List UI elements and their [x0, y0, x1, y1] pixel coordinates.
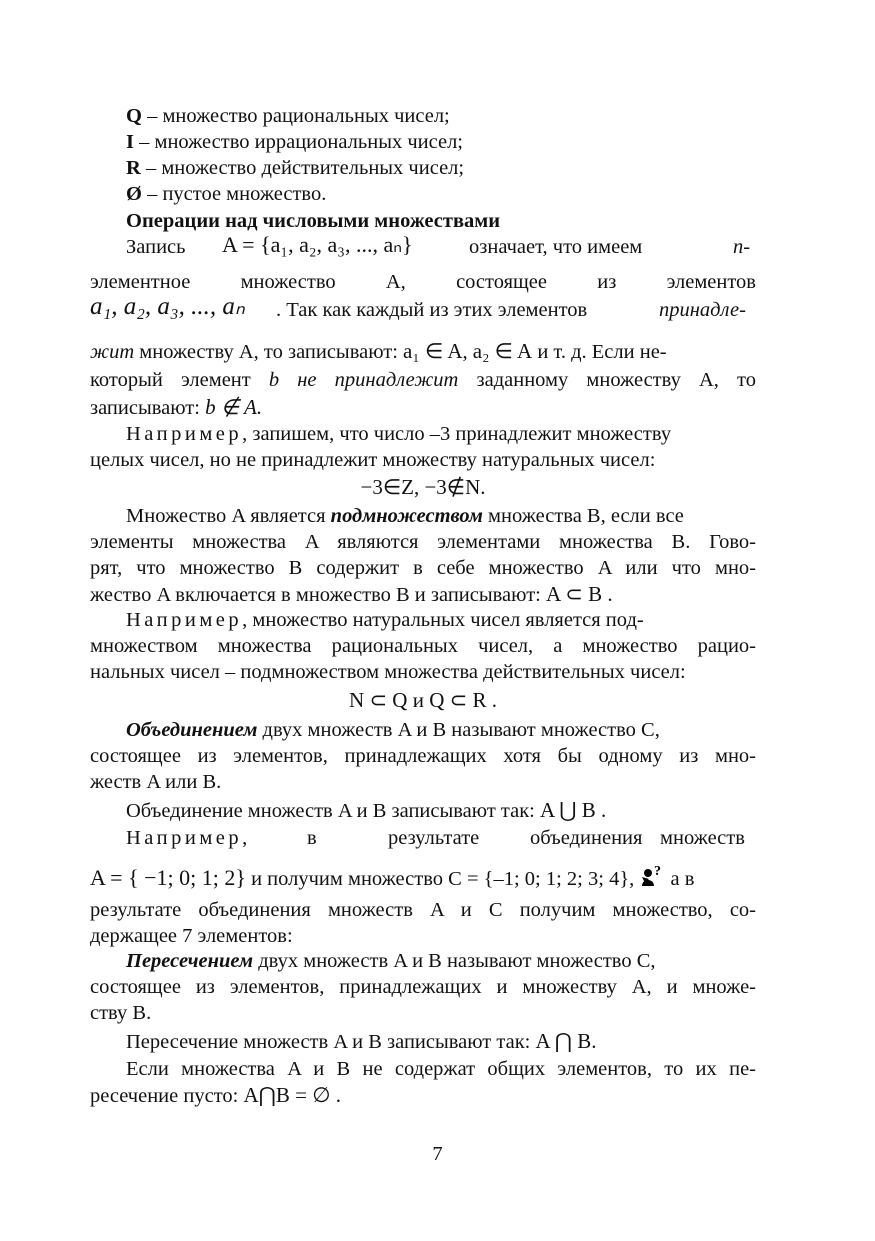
empty-intersection-formula: A⋂B = ∅ .: [243, 1083, 341, 1107]
paragraph-7-line-4: держащее 7 элементов:: [90, 925, 293, 947]
paragraph-1-line-2: элементное множество A, состоящее из элементов: [90, 271, 756, 293]
svg-text:?: ?: [654, 864, 662, 879]
paragraph-10-line-1: Если множества A и B не содержат общих элементов, то их пе-: [126, 1058, 756, 1080]
elements-sequence: a₁, a₂, a₃, ..., aₙ: [90, 293, 245, 320]
definition-empty-set: Ø – пустое множество.: [126, 183, 327, 205]
union-formula: A ⋃ B .: [540, 798, 607, 822]
section-heading: Операции над числовыми множествами: [126, 210, 501, 232]
paragraph-1-line-5: который элемент b не принадлежит заданному множеству A, то: [90, 369, 756, 391]
paragraph-1-line-4: жит множеству A, то записывают: a₁ ∈ A, a₂ ∈ A и т. д. Если не-: [90, 339, 667, 363]
paragraph-3-line-4: жество A включается в множество B и записывают: A ⊂ B .: [90, 582, 613, 606]
paragraph-3-line-2: элементы множества A являются элементами множества B. Гово-: [90, 531, 756, 553]
paragraph-8-line-1: Пересечением двух множеств A и B называют множество C,: [126, 950, 656, 972]
paragraph-7-line-3: результате объединения множеств A и C получим множество, со-: [90, 899, 756, 921]
membership-formula-1: a₁ ∈ A: [403, 339, 463, 363]
page-number: 7: [432, 1143, 443, 1165]
definition-r: R – множество действительных чисел;: [126, 157, 465, 179]
number-sets-subset-formula: N ⊂ Q и Q ⊂ R .: [349, 688, 497, 712]
paragraph-3-line-3: рят, что множество B содержит в себе множество A или что мно-: [90, 557, 756, 579]
paragraph-5-line-3: жеств A или B.: [90, 771, 222, 793]
question-person-icon: [639, 864, 665, 897]
paragraph-10-line-2: ресечение пусто: A⋂B = ∅ .: [90, 1083, 341, 1107]
integer-membership-formula: −3∈Z, −3∉N.: [360, 475, 486, 499]
paragraph-1-line-6: записывают: b ∉ A.: [90, 395, 263, 419]
union-notation-line: Объединение множеств A и B записывают так: A ⋃ B .: [126, 798, 607, 822]
paragraph-8-line-2: состоящее из элементов, принадлежащих и множеству A, и множе-: [90, 976, 756, 998]
membership-formula-2: a₂ ∈ A: [472, 339, 533, 363]
definition-i: I – множество иррациональных чисел;: [126, 131, 464, 153]
non-membership-formula: b ∉ A.: [205, 395, 263, 419]
paragraph-7-line-2: A = { −1; 0; 1; 2} и получим множество C = {–1; 0; 1; 2; 3; 4}, ? а в: [90, 864, 756, 897]
set-a-example-formula: A = { −1; 0; 1; 2}: [90, 865, 246, 890]
subset-formula: A ⊂ B .: [545, 582, 613, 606]
paragraph-5-line-1: Объединением двух множеств A и B называют множество C,: [126, 719, 660, 741]
paragraph-2-line-1: Например, запишем, что число –3 принадлежит множеству: [126, 423, 672, 445]
intersection-notation-line: Пересечение множеств A и B записывают так: A ⋂ B.: [126, 1029, 597, 1053]
paragraph-4-line-1: Например, множество натуральных чисел является под-: [126, 609, 644, 631]
paragraph-4-line-3: нальных чисел – подмножеством множества действительных чисел:: [90, 661, 686, 683]
paragraph-3-line-1: Множество A является подмножеством множества B, если все: [126, 505, 684, 527]
intersection-formula: A ⋂ B.: [535, 1029, 597, 1053]
paragraph-4-line-2: множеством множества рациональных чисел, а множество рацио-: [90, 635, 756, 657]
paragraph-5-line-2: состоящее из элементов, принадлежащих хотя бы одному из мно-: [90, 745, 756, 767]
definition-q: Q – множество рациональных чисел;: [126, 105, 450, 127]
paragraph-8-line-3: ству B.: [90, 1002, 152, 1024]
paragraph-2-line-2: целых чисел, но не принадлежит множеству натуральных чисел:: [90, 449, 656, 471]
set-a-formula: A = {a₁, a₂, a₃, ..., aₙ}: [222, 232, 413, 257]
